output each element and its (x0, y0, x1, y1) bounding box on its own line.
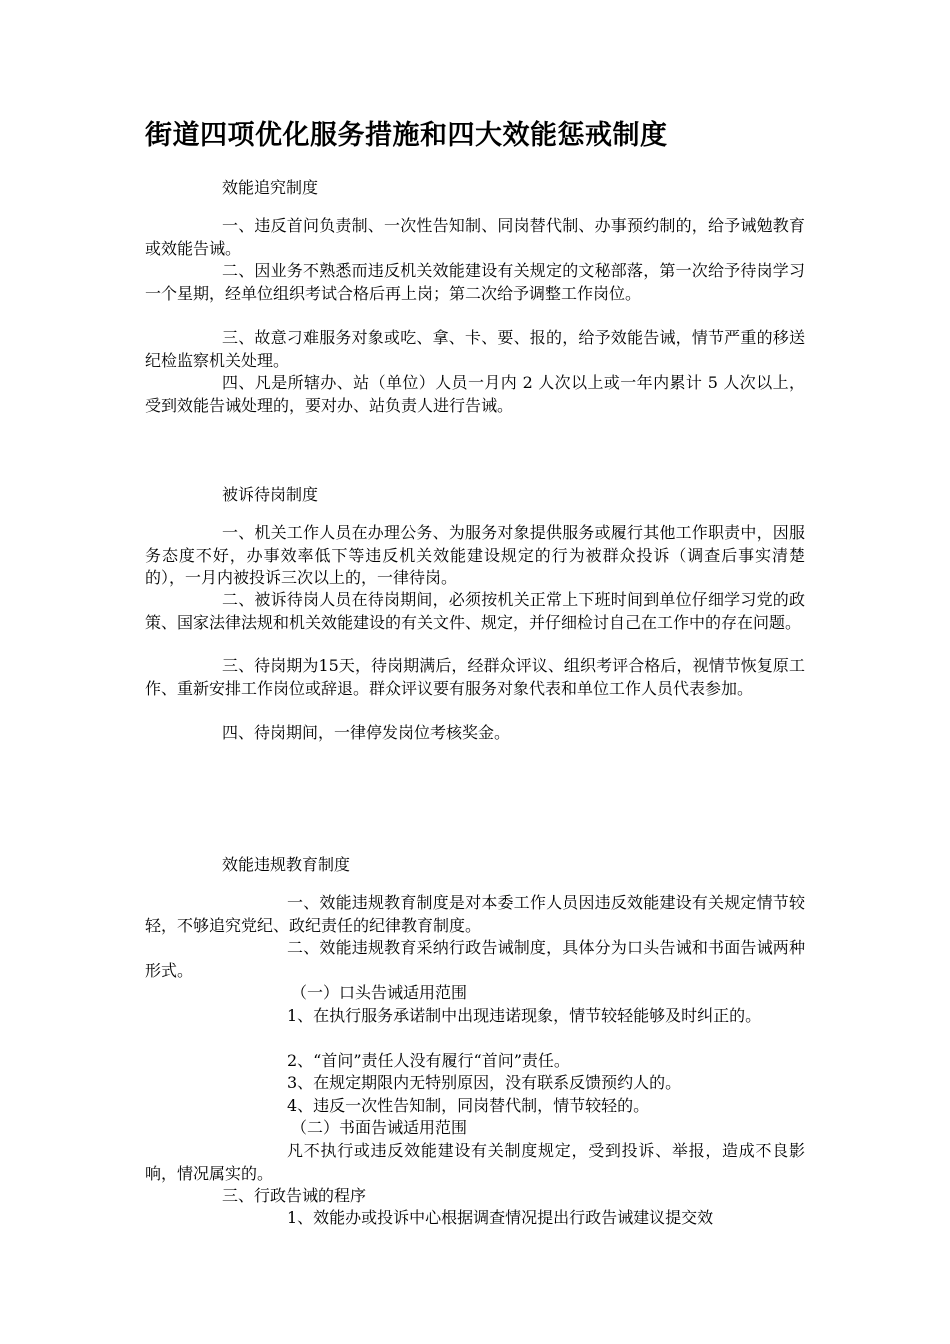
paragraph: 一、效能违规教育制度是对本委工作人员因违反效能建设有关规定情节较轻，不够追究党纪、政纪责任的纪律教育制度。 (145, 893, 805, 935)
list-item: 2、“首问”责任人没有履行“首问”责任。 (287, 1051, 570, 1070)
document-title: 街道四项优化服务措施和四大效能惩戒制度 (145, 120, 668, 151)
paragraph: 四、凡是所辖办、站（单位）人员一月内 2 人次以上或一年内累计 5 人次以上，受到效能告诫处理的，要对办、站负责人进行告诫。 (145, 373, 805, 415)
list-item: 4、违反一次性告知制，同岗替代制，情节较轻的。 (287, 1096, 650, 1115)
list-item: 1、在执行服务承诺制中出现违诺现象，情节较轻能够及时纠正的。 (287, 1006, 762, 1025)
paragraph: 三、行政告诫的程序 (222, 1186, 367, 1205)
section-heading-accountability: 效能追究制度 (222, 178, 319, 197)
paragraph: 三、待岗期为15天，待岗期满后，经群众评议、组织考评合格后，视情节恢复原工作、重新安排工作岗位或辞退。群众评议要有服务对象代表和单位工作人员代表参加。 (145, 656, 805, 698)
paragraph: 一、违反首问负责制、一次性告知制、同岗替代制、办事预约制的，给予诫勉教育或效能告诫。 (145, 216, 805, 258)
paragraph: 二、效能违规教育采纳行政告诫制度，具体分为口头告诫和书面告诫两种形式。 (145, 938, 805, 980)
subheading: （二）书面告诫适用范围 (291, 1118, 468, 1137)
paragraph: 1、效能办或投诉中心根据调查情况提出行政告诫建议提交效 (287, 1208, 714, 1227)
list-item: 3、在规定期限内无特别原因，没有联系反馈预约人的。 (287, 1073, 682, 1092)
paragraph: 二、因业务不熟悉而违反机关效能建设有关规定的文秘部落，第一次给予待岗学习一个星期，经单位组织考试合格后再上岗；第二次给予调整工作岗位。 (145, 261, 805, 303)
paragraph: 四、待岗期间，一律停发岗位考核奖金。 (222, 723, 511, 742)
paragraph: 三、故意刁难服务对象或吃、拿、卡、要、报的，给予效能告诫，情节严重的移送纪检监察机关处理。 (145, 328, 805, 370)
subheading: （一）口头告诫适用范围 (291, 983, 468, 1002)
paragraph: 凡不执行或违反效能建设有关制度规定，受到投诉、举报，造成不良影响，情况属实的。 (145, 1141, 805, 1183)
paragraph: 一、机关工作人员在办理公务、为服务对象提供服务或履行其他工作职责中，因服务态度不好，办事效率低下等违反机关效能建设规定的行为被群众投诉（调查后事实清楚的），一月内被投诉三次以上的，一律待岗。 (145, 523, 805, 588)
section-heading-complaint-suspension: 被诉待岗制度 (222, 485, 319, 504)
section-heading-violation-education: 效能违规教育制度 (222, 855, 351, 874)
paragraph: 二、被诉待岗人员在待岗期间，必须按机关正常上下班时间到单位仔细学习党的政策、国家法律法规和机关效能建设的有关文件、规定，并仔细检讨自己在工作中的存在问题。 (145, 590, 805, 632)
